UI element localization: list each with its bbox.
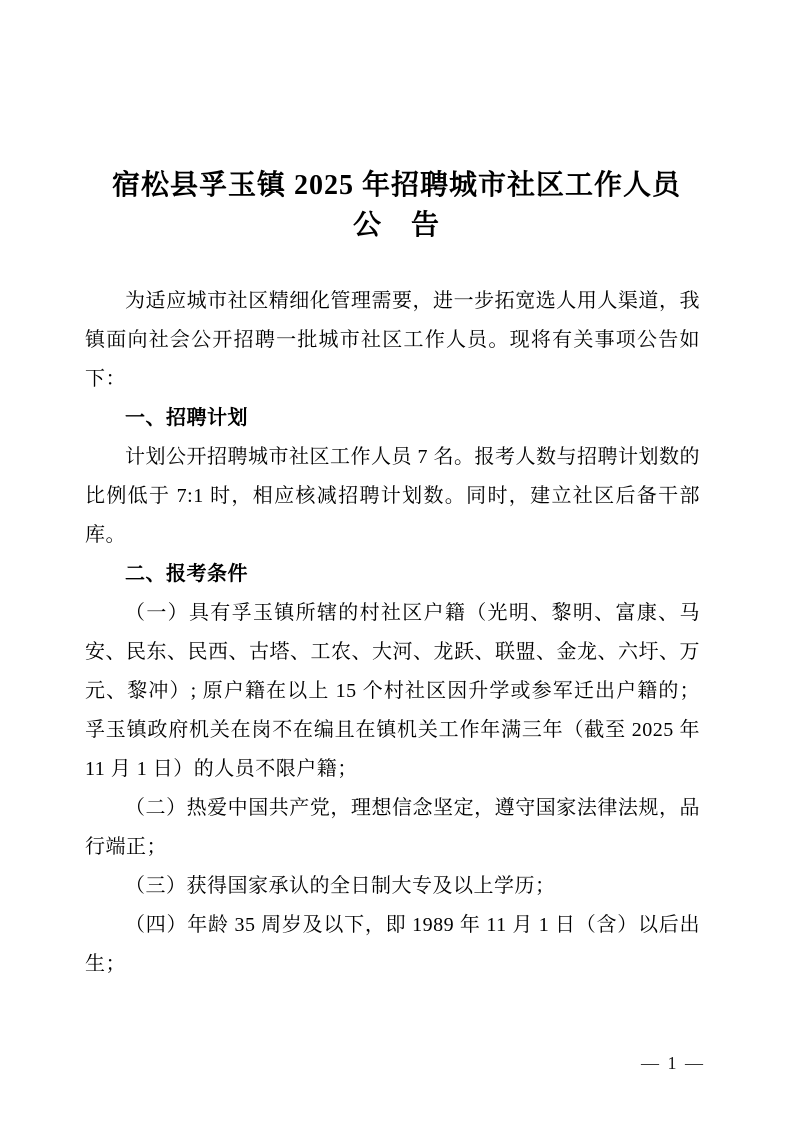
- requirement-3-paragraph: （三）获得国家承认的全日制大专及以上学历；: [125, 875, 556, 897]
- page-number: — 1 —: [641, 1053, 705, 1073]
- recruitment-plan-paragraph: 计划公开招聘城市社区工作人员 7 名。报考人数与招聘计划数的比例低于 7:1 时，相应核减招聘计划数。同时，建立社区后备干部库。: [85, 446, 700, 546]
- requirement-2-paragraph: （二）热爱中国共产党，理想信念坚定，遵守国家法律法规，品行端正；: [85, 797, 700, 858]
- section-heading-recruitment-plan: 一、招聘计划: [125, 407, 248, 429]
- section-heading-application-requirements: 二、报考条件: [125, 563, 248, 585]
- requirement-1-paragraph: （一）具有孚玉镇所辖的村社区户籍（光明、黎明、富康、马安、民东、民西、古塔、工农、大河、龙跃、联盟、金龙、六圩、万元、黎冲）; 原户籍在以上 15 个村社区因升学或参军迁出户籍的；孚玉镇政府机关在岗不在编且在镇机关工作年满三年（截至 2025 年 11 月 1 日）的人员不限户籍；: [85, 602, 700, 780]
- document-title: [0, 0, 793, 246]
- intro-paragraph: 为适应城市社区精细化管理需要，进一步拓宽选人用人渠道，我镇面向社会公开招聘一批城市社区工作人员。现将有关事项公告如下：: [85, 290, 700, 390]
- title-line-1: 宿松县孚玉镇 2025 年招聘城市社区工作人员: [111, 170, 681, 201]
- title-line-2: 公 告: [352, 210, 440, 241]
- document-body: [85, 282, 700, 984]
- requirement-4-paragraph: （四）年龄 35 周岁及以下，即 1989 年 11 月 1 日（含）以后出生；: [85, 914, 700, 975]
